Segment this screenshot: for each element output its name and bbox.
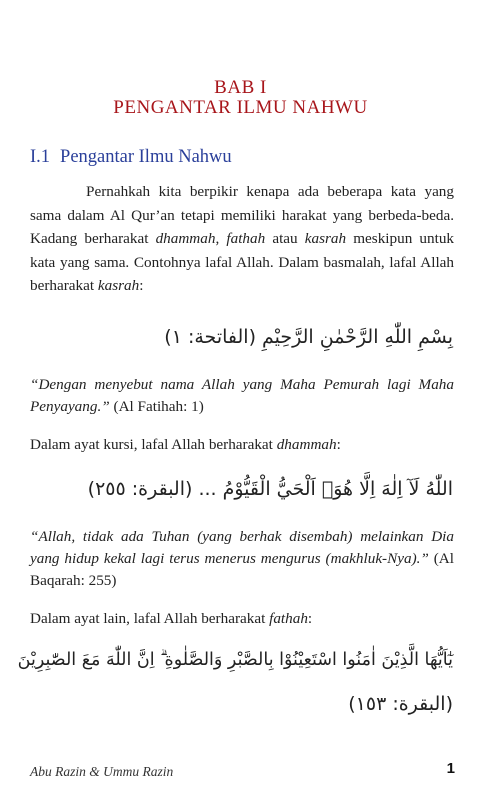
paragraph-ayat-kursi [30,434,341,456]
verse-reference: (Al Baqarah: 255) [30,550,454,589]
term-dhammah: dhammah [155,230,216,248]
paragraph-text: : [336,436,341,453]
paragraph-text: , [215,230,227,248]
arabic-verse-basmalah: بِسْمِ اللّٰهِ الرَّحْمٰنِ الرَّحِيْمِ (الفاتحة: ١) [164,326,453,348]
arabic-verse-baqarah-153: يٰٓاَيُّهَا الَّذِيْنَ اٰمَنُوا اسْتَعِيْنُوْا بِالصَّبْرِ وَالصَّلٰوةِ ۗ اِنَّ اللّٰهَ مَعَ الصّٰبِرِيْنَ [17,650,453,670]
arabic-verse-reference: (البقرة: ١٥٣) [348,693,453,715]
paragraph-text: Dalam ayat kursi, lafal Allah berharakat [30,436,277,453]
page-number: 1 [446,760,455,777]
paragraph-text: Pernahkah kita berpikir kenapa ada beberapa kata yang sama dalam Al Qur’an tetapi memiliki harakat yang berbeda-beda. Kadang berharakat [30,183,454,248]
chapter-title: PENGANTAR ILMU NAHWU [113,97,368,118]
translation-fatihah [30,374,454,418]
paragraph-text: : [307,610,313,627]
footer-author: Abu Razin & Ummu Razin [30,764,174,779]
term-dhammah: dhammah [276,436,337,453]
translation-baqarah-255 [30,526,454,592]
translation-text: “Dengan menyebut nama Allah yang Maha Pemurah lagi Maha Penyayang.” [30,376,454,415]
paragraph-text: atau [265,230,305,248]
term-kasrah: kasrah [97,277,140,295]
paragraph-text: Dalam ayat lain, lafal Allah berharakat [30,610,270,627]
translation-text: “Allah, tidak ada Tuhan (yang berhak disembah) melainkan Dia yang hidup kekal lagi terus menerus mengurus (makhluk-Nya).” [30,528,454,567]
section-heading [30,147,232,168]
chapter-number: BAB I [214,77,267,98]
section-title: Pengantar Ilmu Nahwu [60,147,232,167]
intro-paragraph [30,180,454,298]
paragraph-ayat-lain [30,608,312,630]
paragraph-text: meskipun untuk kata yang sama. Contohnya lafal Allah. Dalam basmalah, lafal Allah berharakat [30,230,455,295]
paragraph-text: : [139,277,144,295]
section-number: I.1 [30,147,51,167]
term-fathah: fathah [226,230,266,248]
arabic-verse-kursi: اللّٰهُ لَآ اِلٰهَ اِلَّا هُوَۚ اَلْحَيُّ الْقَيُّوْمُ ... (البقرة: ٢٥٥) [87,478,453,500]
verse-reference: (Al Fatihah: 1) [109,398,204,415]
term-kasrah: kasrah [304,230,347,248]
term-fathah: fathah [269,610,308,627]
